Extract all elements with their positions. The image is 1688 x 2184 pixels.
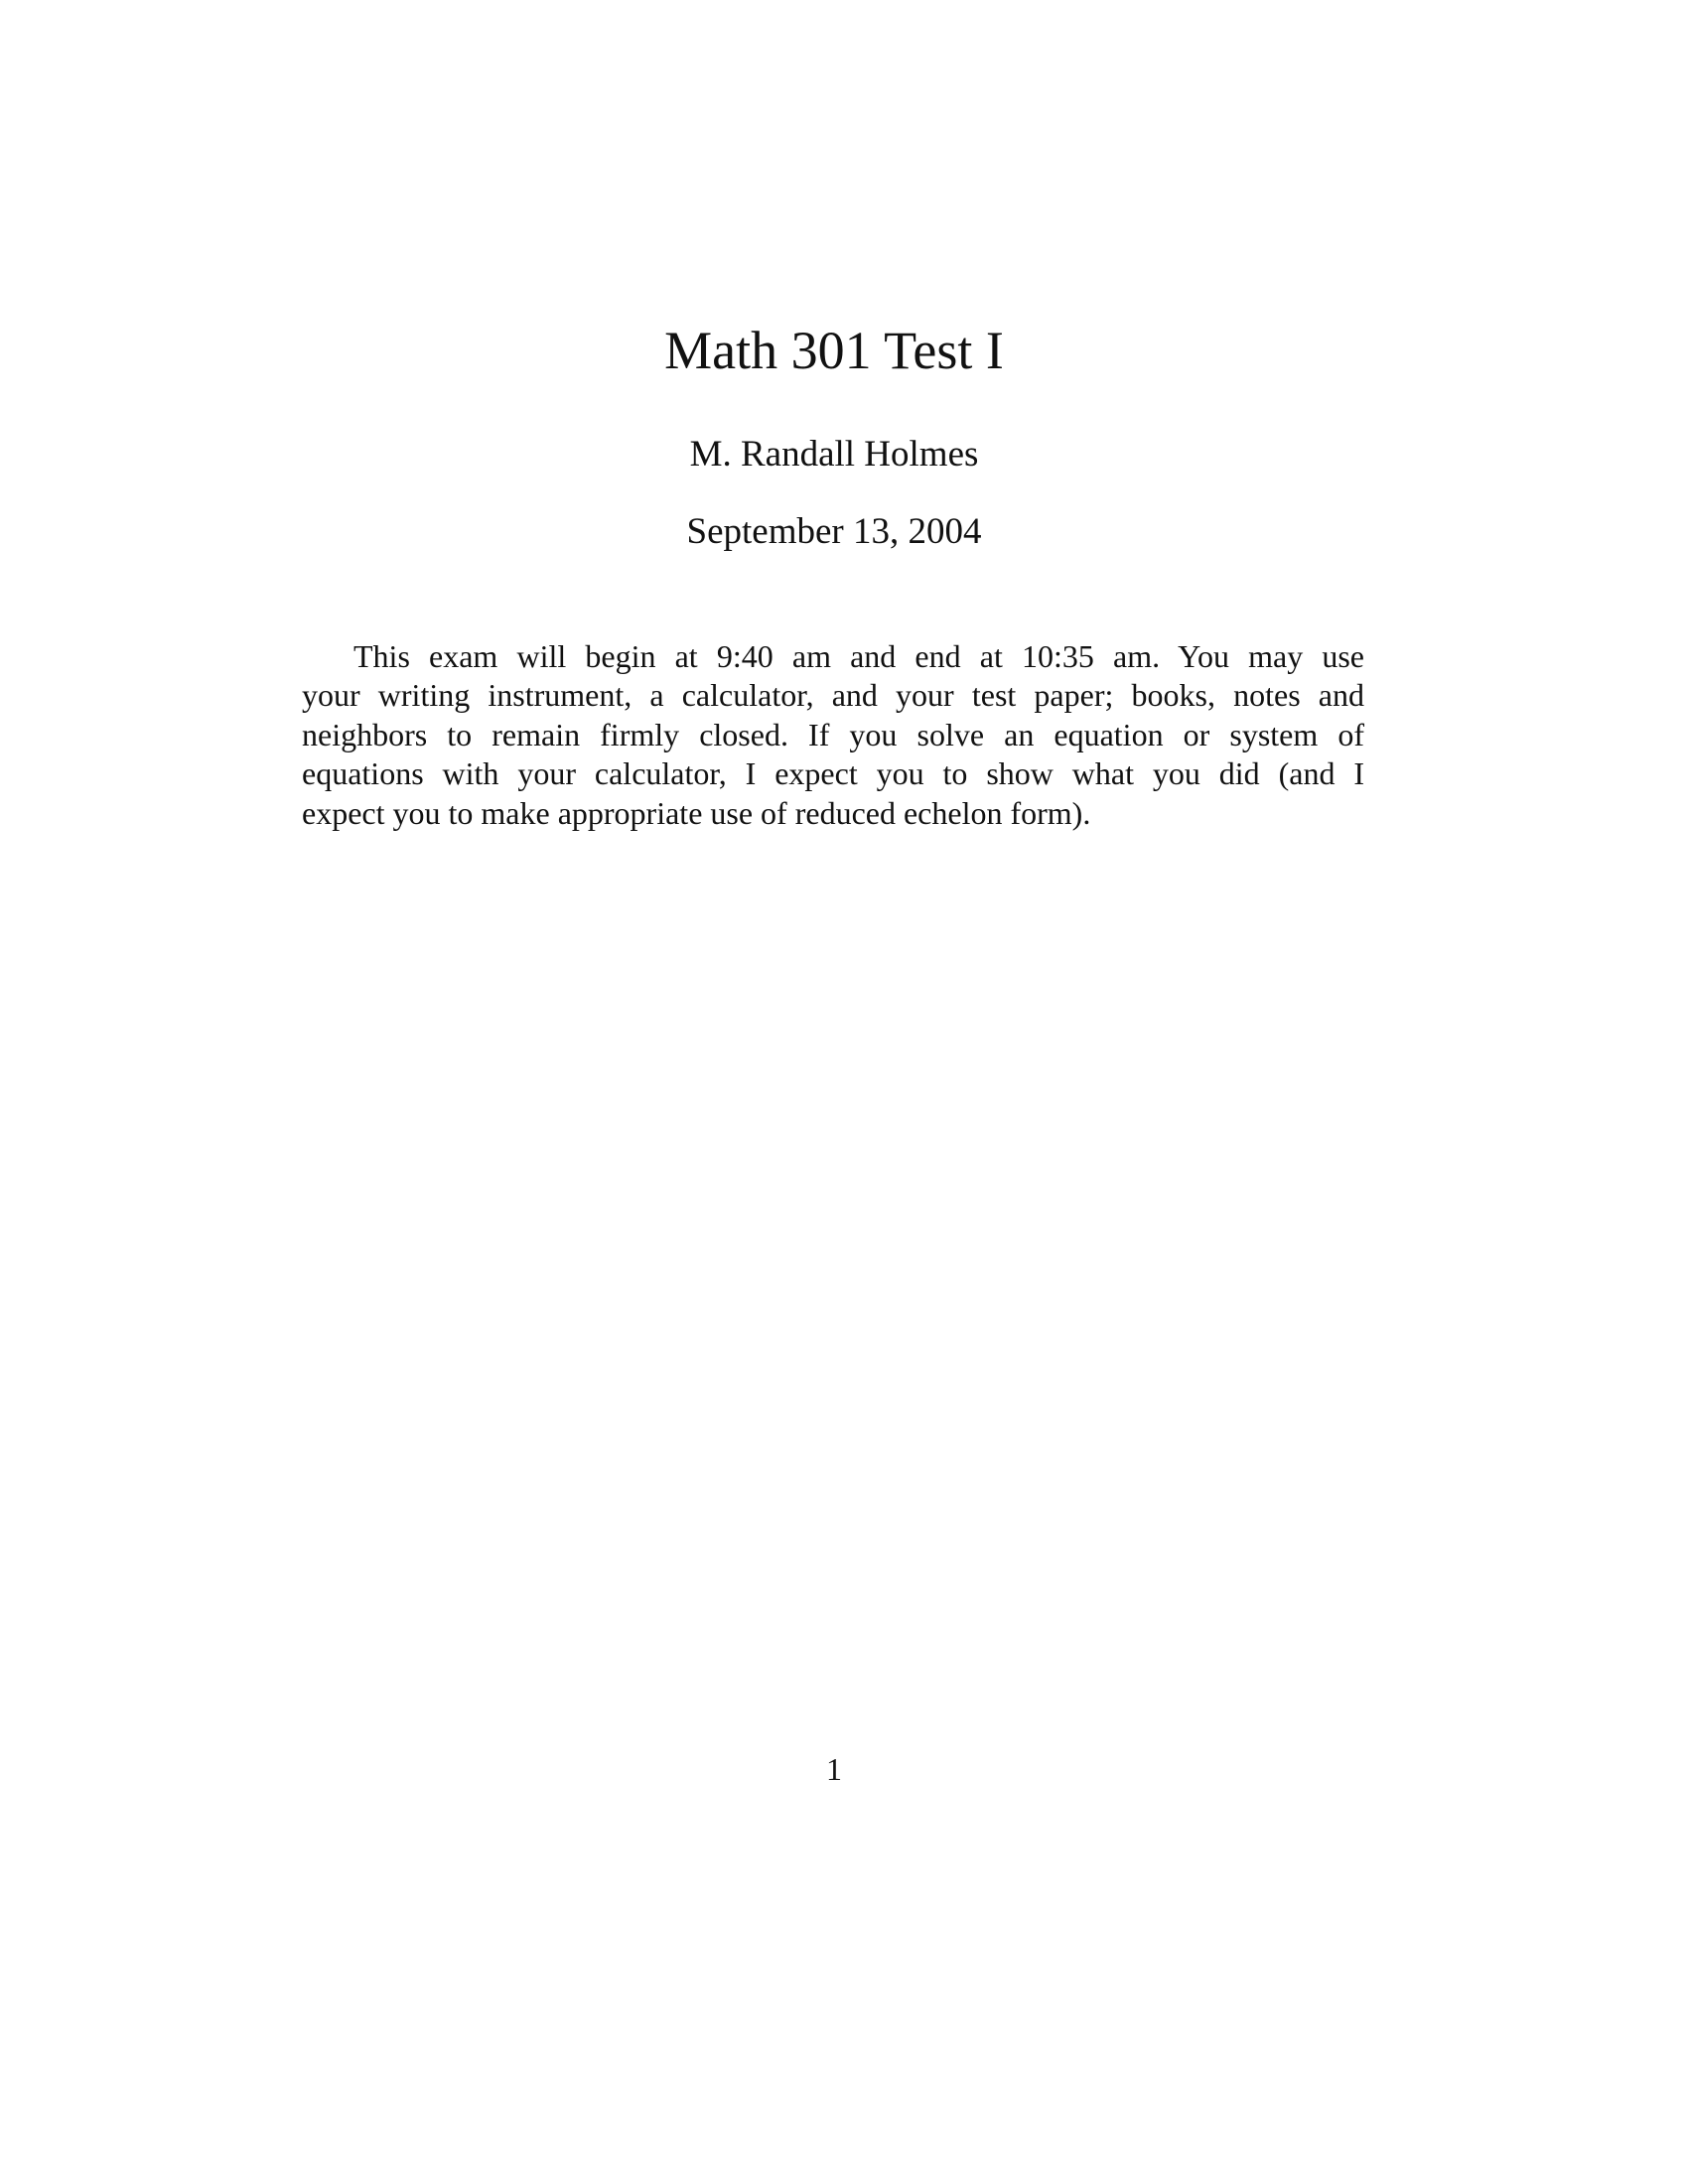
document-title: Math 301 Test I (664, 321, 1004, 380)
author: M. Randall Holmes (689, 434, 979, 475)
date: September 13, 2004 (686, 511, 982, 552)
instructions-line: equations with your calculator, I expect you to show what you did (and I (302, 755, 1364, 791)
instructions-line: neighbors to remain firmly closed. If you solve an equation or system of (302, 717, 1364, 752)
instructions-line: expect you to make appropriate use of reduced echelon form). (302, 795, 1091, 831)
instructions-line: This exam will begin at 9:40 am and end at 10:35 am. You may use (353, 638, 1364, 674)
page-number: 1 (826, 1751, 842, 1787)
instructions-line: your writing instrument, a calculator, and your test paper; books, notes and (302, 677, 1364, 713)
